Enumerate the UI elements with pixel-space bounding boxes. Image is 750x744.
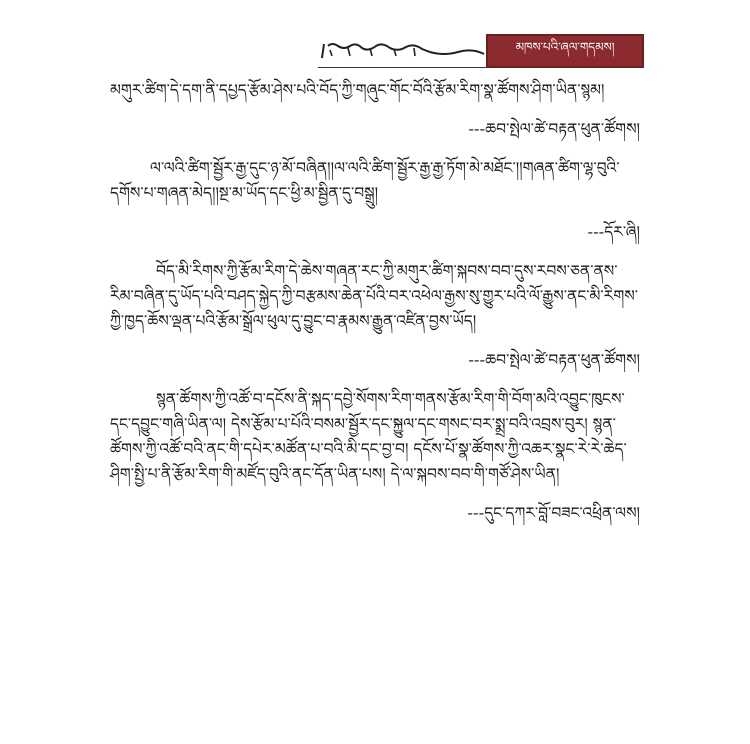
document-body — [110, 78, 640, 540]
attribution-2: ---དོར་ཞི། — [587, 223, 640, 241]
paragraph-1: མགུར་ཚིག་དེ་དག་ནི་དཔྱད་རྩོམ་ཤེས་པའི་བོད་ཀྱི་གཞུང་གོང་བོའི་རྩོམ་རིག་སྣ་ཚོགས་ཤིག་ཡིན་སྙམ། — [110, 81, 605, 99]
page-header — [318, 34, 644, 68]
paragraph-2: ལ་ལའི་ཚིག་སྦྱོར་རྒྱ་དུང་ཉ་མོ་བཞིན།།ལ་ལའི་ཚིག་སྦྱོར་རྒྱ་རྒྱ་ཏོག་མེ་མཐོང་།།གཞན་ཚིག་ལྷ་བུའི་དགོས་པ་གཞན་མེད།།སྔ་མ་ཡོད་དང་ཕྱི་མ་སྦྱིན་དུ་བསྒྲུ། — [110, 159, 620, 202]
attribution-1: ---ཆབ་སྤེལ་ཚེ་བརྟན་ཕུན་ཚོགས། — [468, 120, 640, 138]
paragraph-4: སྙན་ཚོགས་ཀྱི་འཚོ་བ་དངོས་ནི་སྐད་དབྱེ་སོགས་རིག་གནས་རྩོམ་རིག་གི་བོག་མའི་འབྱུང་ཁུངས་དང་དབྱུང་གཞི་ཡིན་ལ། དེས་རྩོམ་པ་པོའི་བསམ་སྦྱོར་དང་སྐྱུལ་དང་གསང་བར་སྨྲ་བའི་འབྲས་བུར། སྙན་ཚོགས་ཀྱི་འཚོ་བའི་ནང་གི་དཔེར་མཚོན་པ་བའི་མི་དང་བྱ་བ། དངོས་པོ་སྣ་ཚོགས་ཀྱི་འཆར་སྣང་རེ་རེ་ཆེད་ཤིག་སྤྱི་པ་ནི་རྩོམ་རིག་གི་མཛོད་བུའི་ནང་དོན་ཡིན་པས། དེ་ལ་སྐབས་བབ་གི་གཙོ་ཤེས་ཡིན། — [110, 390, 627, 483]
attribution-4: ---དུང་དཀར་བློ་བཟང་འཕྲིན་ལས། — [467, 504, 640, 522]
section-tag — [486, 34, 644, 68]
section-tag-label: མཁས་པའི་ཞལ་གདམས། — [515, 40, 615, 54]
calligraphy-title — [318, 38, 488, 64]
attribution-3: ---ཆབ་སྤེལ་ཚེ་བརྟན་ཕུན་ཚོགས། — [468, 351, 640, 369]
paragraph-3: བོད་མི་རིགས་ཀྱི་རྩོམ་རིག་དེ་ཆེས་གཞན་རང་ཀྱི་མགུར་ཚིག་སྐབས་བབ་དུས་རབས་ཅན་ནས་རིམ་བཞིན་དུ་ཡོད་པའི་བཤད་སྐྱེད་ཀྱི་བརྩམས་ཆེན་པོའི་བར་འཕེལ་རྒྱས་སུ་གྱུར་པའི་ལོ་རྒྱུས་ནང་མི་རིགས་ཀྱི་ཁྱད་ཆོས་ལྡན་པའི་རྩོམ་སྒྲོལ་ཕུལ་དུ་བྱུང་བ་རྣམས་རྒྱུན་འཛིན་བྱས་ཡོད། — [110, 262, 638, 330]
